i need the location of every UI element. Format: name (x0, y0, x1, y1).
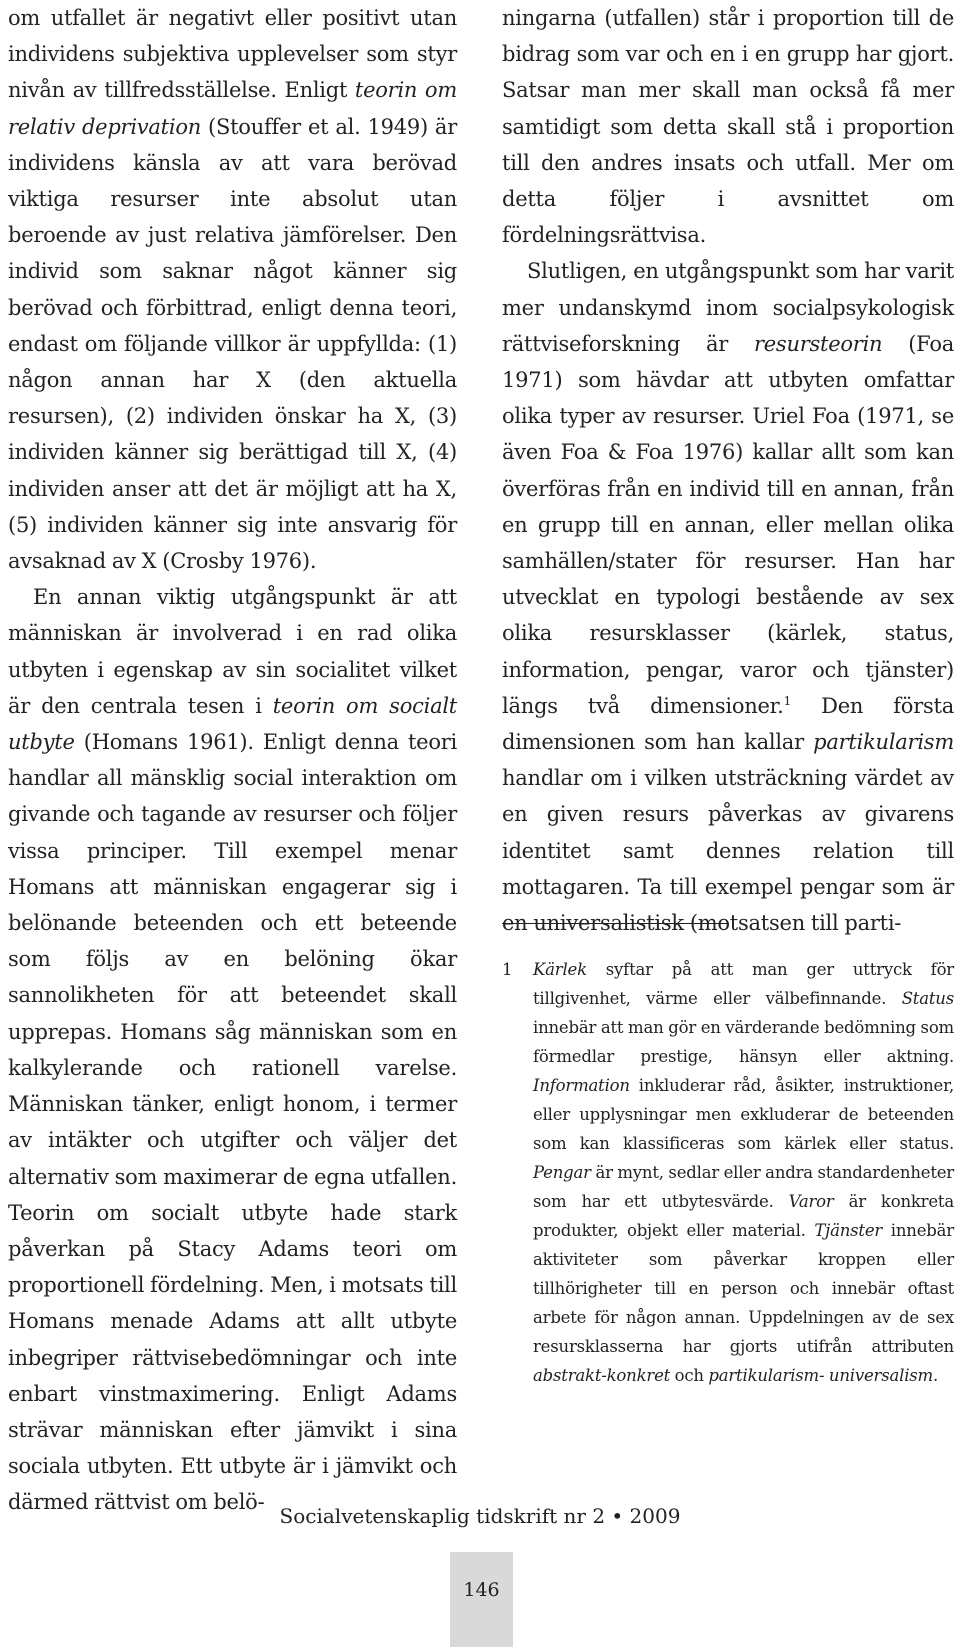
right-column (502, 0, 954, 941)
page-number-box (450, 1552, 513, 1647)
paragraph: ningarna (utfallen) står i proportion till de bidrag som var och en i en grupp har gjort. Satsar man mer skall man också få mer samtidigt som detta skall stå i proportion till den andres insats och utfall. Mer om detta följer i avsnittet om fördelningsrättvisa. (502, 6, 954, 248)
emphasis: resursteorin (753, 331, 883, 356)
paragraph: om utfallet är negativt eller positivt utan individens subjektiva upplevelser som styr nivån av tillfredsställelse. Enligt teorin om relativ deprivation (Stouffer et al. 1949) är individens känsla av att vara berövad viktiga resurser inte absolut utan beroende av just relativa jämförelser. Den individ som saknar något känner sig berövad och förbittrad, enligt denna teori, endast om följande villkor är uppfyllda: (1) någon annan har X (den aktuella resursen), (2) individen önskar ha X, (3) individen känner sig berättigad till X, (4) individen anser att det är möjligt att ha X, (5) individen känner sig inte ansvarig för avsaknad av X (Crosby 1976). (8, 6, 457, 574)
emphasis: teorin om socialt utbyte (8, 693, 457, 755)
page-number: 146 (463, 1579, 500, 1601)
paragraph: Slutligen, en utgångspunkt som har varit mer undanskymd inom socialpsykologisk rättviseforskning är resursteorin (Foa 1971) som hävdar att utbyten omfattar olika typer av resurser. Uriel Foa (1971, se även Foa & Foa 1976) kallar allt som kan överföras från en individ till en annan, från en grupp till en annan, eller mellan olika samhällen/stater för resurser. Han har utvecklat en typologi bestående av sex olika resursklasser (kärlek, status, information, pengar, varor och tjänster) längs två dimensioner.$^1$ Den första dimensionen som han kallar partikularism handlar om i vilken utsträckning värdet av en given resurs påverkas av givarens identitet samt dennes relation till mottagaren. Ta till exempel pengar som är en universalistisk (motsatsen till parti- (502, 259, 954, 936)
footnote-number: 1 (502, 960, 513, 979)
footnote-ref[interactable]: 1 (783, 693, 791, 708)
footnote (502, 955, 954, 1390)
footnote-text: Kärlek syftar på att man ger uttryck för tillgivenhet, värme eller välbefinnande. Status innebär att man gör en värderande bedömning som förmedlar prestige, hänsyn eller aktning. Information inkluderar råd, åsikter, instruktioner, eller upplysningar men exkluderar de beteenden som kan klassificeras som kärlek eller status. Pengar är mynt, sedlar eller andra standardenheter som har ett utbytesvärde. Varor är konkreta produkter, objekt eller material. Tjänster innebär aktiviteter som påverkar kroppen eller tillhörigheter till en person och innebär oftast arbete för någon annan. Uppdelningen av de sex resursklasserna har gjorts utifrån attributen abstrakt-konkret och partikularism- universalism. (533, 960, 954, 1385)
paragraph: En annan viktig utgångspunkt är att människan är involverad i en rad olika utbyten i egenskap av sin socialitet vilket är den centrala tesen i teorin om socialt utbyte (Homans 1961). Enligt denna teori handlar all mänsklig social interaktion om givande och tagande av resurser och följer vissa principer. Till exempel menar Homans att människan engagerar sig i belönande beteenden och ett beteende som följs av en belöning ökar sannolikheten för att beteendet skall upprepas. Homans såg människan som en kalkylerande och rationell varelse. Människan tänker, enligt honom, i termer av intäkter och utgifter och väljer det alternativ som maximerar de egna utfallen. Teorin om socialt utbyte hade stark påverkan på Stacy Adams teori om proportionell fördelning. Men, i motsats till Homans menade Adams att allt utbyte inbegriper rättvisebedömningar och inte enbart vinstmaximering. Enligt Adams strävar människan efter jämvikt i sina sociala utbyten. Ett utbyte är i jämvikt och därmed rättvist om belö- (8, 585, 457, 1515)
left-column (8, 0, 457, 1521)
journal-footer: Socialvetenskaplig tidskrift nr 2 • 2009 (279, 1504, 681, 1528)
footnote-divider (502, 923, 728, 924)
emphasis: partikularism (813, 730, 954, 755)
emphasis: teorin om relativ deprivation (8, 78, 457, 139)
